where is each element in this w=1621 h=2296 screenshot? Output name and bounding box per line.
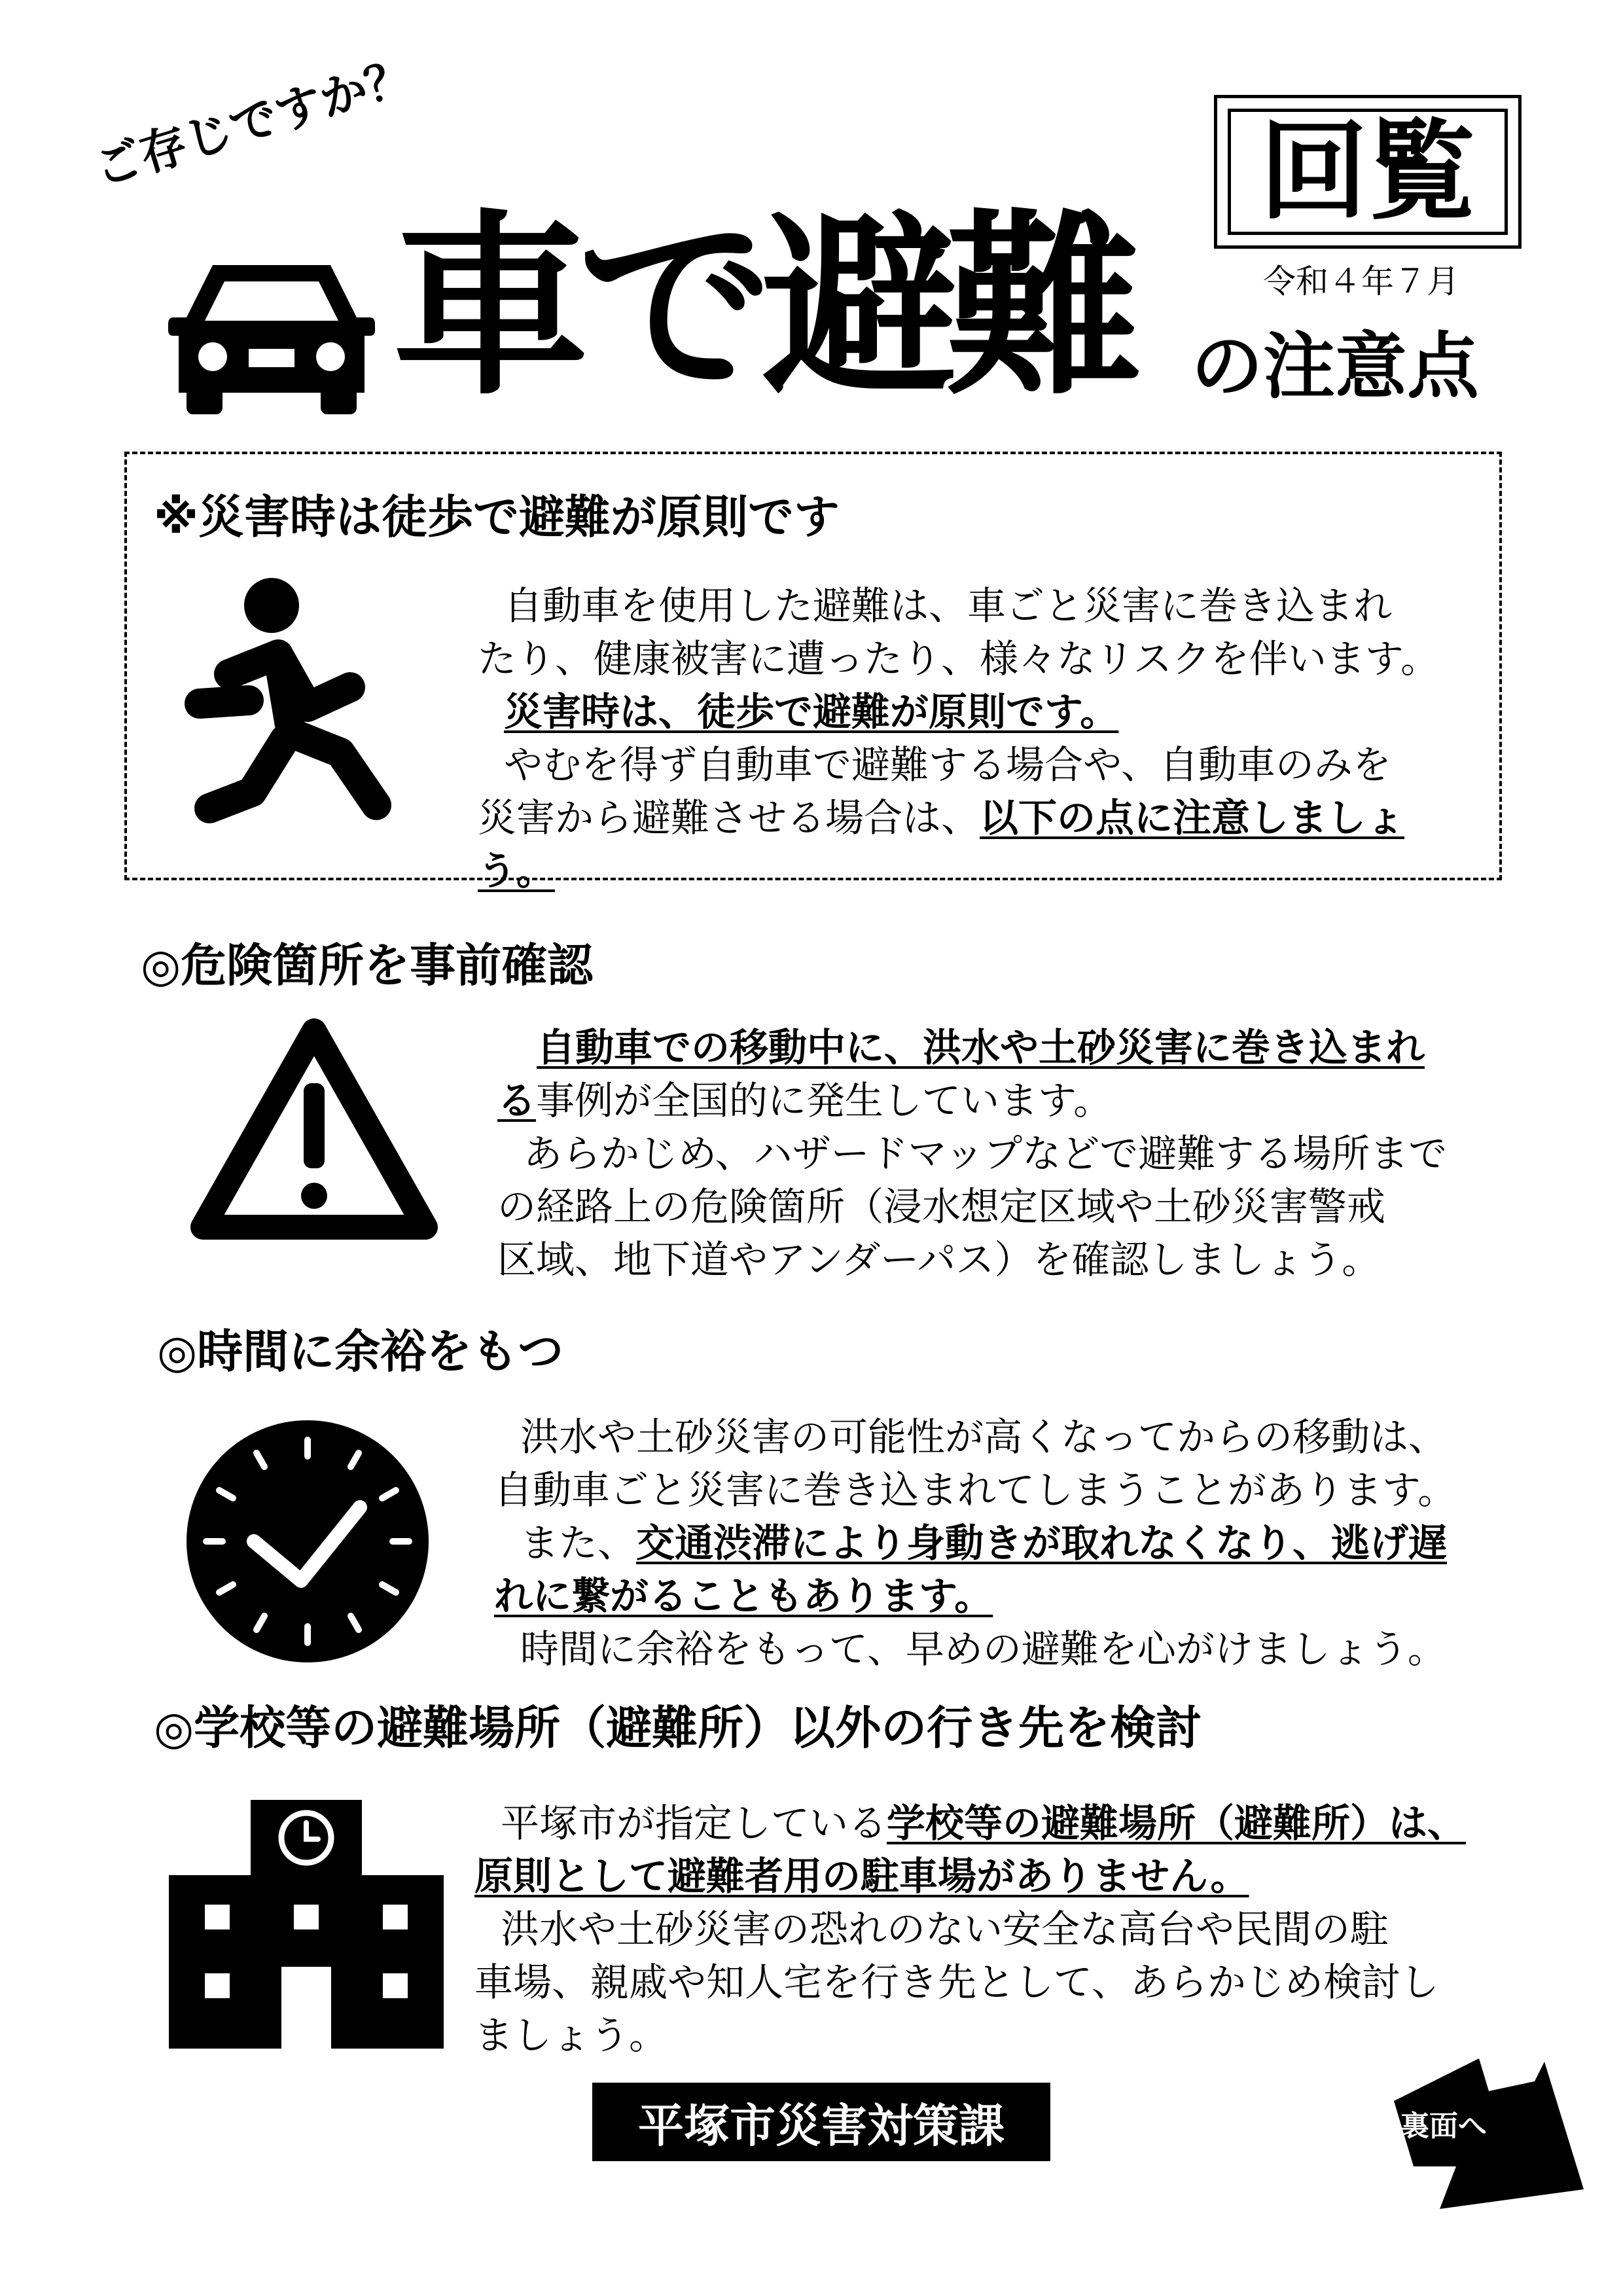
section-line: 洪水や土砂災害の恐れのない安全な高台や民間の駐 (501, 1907, 1389, 1952)
section-emphasis: る (497, 1078, 537, 1123)
back-page-label[interactable]: 裏面へ (1400, 2109, 1487, 2143)
section-emphasis: 交通渋滞により身動きが取れなくなり、逃げ遅 (636, 1520, 1448, 1566)
notice-line: 自動車を使用した避難は、車ごと災害に巻き込まれ (504, 583, 1393, 628)
section-line: 洪水や土砂災害の可能性が高くなってからの移動は、 (520, 1414, 1448, 1460)
circulation-stamp (1214, 95, 1522, 249)
car-icon (167, 252, 376, 416)
section-line: ましょう。 (474, 2013, 668, 2058)
section-line: の経路上の危険箇所（浸水想定区域や土砂災害警戒 (497, 1184, 1386, 1229)
section-heading: ◎時間に余裕をもつ (157, 1325, 564, 1378)
section-line: 事例が全国的に発生しています。 (536, 1078, 1113, 1123)
school-building-icon (169, 1800, 444, 2049)
section-body (474, 1797, 1495, 2062)
notice-line: やむを得ず自動車で避難する場合や、自動車のみを (504, 742, 1391, 787)
section-heading: ◎学校等の避難場所（避難所）以外の行き先を検討 (154, 1701, 1202, 1755)
section-body (494, 1410, 1495, 1676)
notice-body (478, 579, 1466, 897)
kicker-text: ご存じですか？ (88, 47, 419, 197)
section-line: 区域、地下道やアンダーパス）を確認しましょう。 (497, 1237, 1381, 1282)
notice-line: 災害から避難させる場合は、 (478, 795, 980, 840)
section-line: また、 (520, 1520, 637, 1566)
department-label: 平塚市災害対策課 (592, 2083, 1050, 2161)
section-line: 自動車ごと災害に巻き込まれてしまうことがあります。 (494, 1467, 1457, 1513)
running-person-icon (180, 576, 416, 831)
section-emphasis: れに繋がることもあります。 (494, 1573, 993, 1619)
notice-line: たり、健康被害に遭ったり、様々なリスクを伴います。 (478, 636, 1440, 681)
notice-heading: ※災害時は徒歩で避難が原則です (154, 490, 840, 544)
stamp-label: 回覧 (1228, 109, 1508, 235)
section-emphasis: 学校等の避難場所（避難所）は、 (887, 1801, 1467, 1846)
section-emphasis: 原則として避難者用の駐車場がありません。 (474, 1854, 1249, 1899)
notice-emphasis: 以下の点に注意しましょう。 (478, 795, 1405, 893)
section-line: あらかじめ、ハザードマップなどで避難する場所まで (524, 1131, 1448, 1176)
issue-date: 令和４年７月 (1263, 262, 1459, 300)
section-heading: ◎危険箇所を事前確認 (141, 939, 594, 992)
section-emphasis: 自動車での移動中に、洪水や土砂災害に巻き込まれ (537, 1025, 1425, 1070)
page-subtitle: の注意点 (1191, 325, 1479, 408)
notice-emphasis: 災害時は、徒歩で避難が原則です。 (504, 689, 1119, 734)
warning-icon (190, 1018, 438, 1247)
section-body (497, 1021, 1492, 1286)
section-line: 平塚市が指定している (501, 1801, 887, 1846)
page-title: 車で避難 (393, 193, 1131, 422)
section-line: 車場、親戚や知人宅を行き先として、あらかじめ検討し (474, 1960, 1439, 2005)
clock-icon (183, 1417, 432, 1666)
section-line: 時間に余裕をもって、早めの避難を心がけましょう。 (520, 1626, 1446, 1672)
